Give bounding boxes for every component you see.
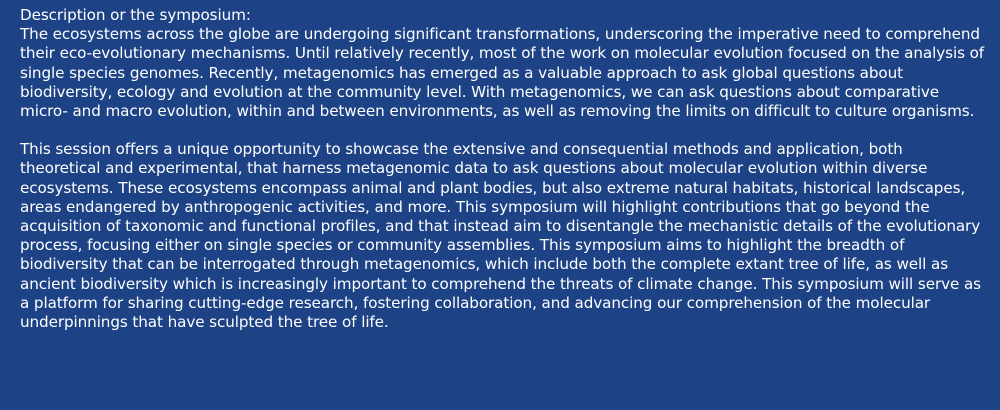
paragraph-spacer xyxy=(20,121,986,140)
description-paragraph-1: The ecosystems across the globe are undergoing significant transformations, underscoring the imperative need to comprehend their eco-evolutionary mechanisms. Until relatively recently, most of the work on molecular evolution focused on the analysis of single species genomes. Recently, metagenomics has emerged as a valuable approach to ask global questions about biodiversity, ecology and evolution at the community level. With metagenomics, we can ask questions about comparative micro- and macro evolution, within and between environments, as well as removing the limits on difficult to culture organisms. xyxy=(20,25,985,121)
description-paragraph-2: This session offers a unique opportunity to showcase the extensive and consequential methods and application, both theoretical and experimental, that harness metagenomic data to ask questions about molecular evolution within diverse ecosystems. These ecosystems encompass animal and plant bodies, but also extreme natural habitats, historical landscapes, areas endangered by anthropogenic activities, and more. This symposium will highlight contributions that go beyond the acquisition of taxonomic and functional profiles, and that instead aim to disentangle the mechanistic details of the evolutionary process, focusing either on single species or community assemblies. This symposium aims to highlight the breadth of biodiversity that can be interrogated through metagenomics, which include both the complete extant tree of life, as well as ancient biodiversity which is increasingly important to comprehend the threats of climate change. This symposium will serve as a platform for sharing cutting-edge research, fostering collaboration, and advancing our comprehension of the molecular underpinnings that have sculpted the tree of life. xyxy=(20,140,981,332)
description-heading: Description or the symposium: xyxy=(20,6,251,24)
